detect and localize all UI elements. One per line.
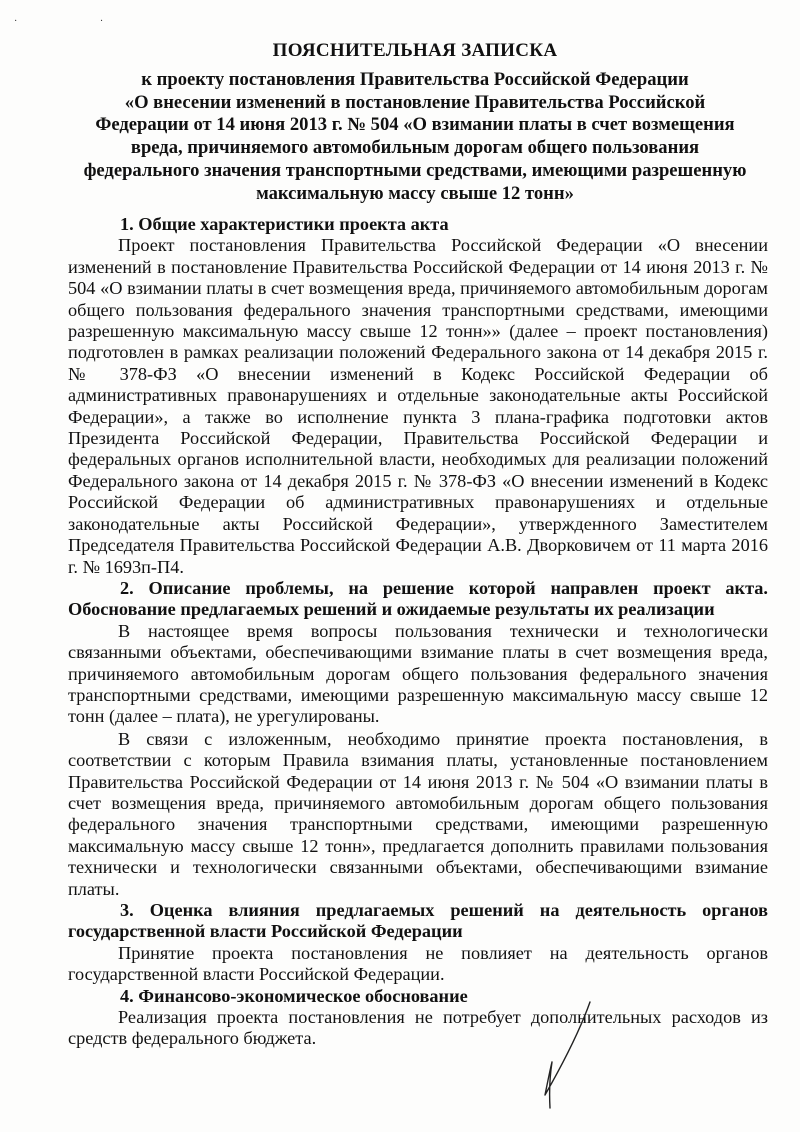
document-header [60,40,770,206]
subtitle-line: федерального значения транспортными средствами, имеющими разрешенную [83,159,747,181]
handwritten-signature [520,1000,610,1110]
subtitle-line: максимальную массу свыше 12 тонн» [256,182,574,204]
section-4-heading: 4. Финансово-экономическое обоснование [120,985,468,1006]
section-1-heading: 1. Общие характеристики проекта акта [120,214,449,234]
section-1-paragraph: Проект постановления Правительства Российской Федерации «О внесении изменений в постановление Правительства Российской Федерации от 14 июня 2013 г. № 504 «О взимании платы в счет возмещения вреда, причиняемого автомобильным дорогам общего пользования федерального значения транспортными средствами, имеющими разрешенную максимальную массу свыше 12 тонн»» (далее – проект постановления) подготовлен в рамках реализации положений Федерального закона от 14 декабря 2015 г. № 378-ФЗ «О внесении изменений в Кодекс Российской Федерации об административных правонарушениях и отдельные законодательные акты Российской Федерации», а также во исполнение пункта 3 плана-графика подготовки актов Президента Российской Федерации, Правительства Российской Федерации и федеральных органов исполнительной власти, необходимых для реализации положений Федерального закона от 14 декабря 2015 г. № 378-ФЗ «О внесении изменений в Кодекс Российской Федерации об административных правонарушениях и отдельные законодательные акты Российской Федерации», утвержденного Заместителем Председателя Правительства Российской Федерации А.В. Дворковичем от 11 марта 2016 г. № 1693п-П4. [68,235,768,577]
subtitle-line: вреда, причиняемого автомобильным дорогам общего пользования [130,137,700,159]
scan-marks: · · [14,16,144,27]
section-3-heading: 3. Оценка влияния предлагаемых решений на деятельность органов государственной власти Российской Федерации [68,900,768,942]
section-2-paragraph-1: В настоящее время вопросы пользования технически и технологически связанными объектами, обеспечивающими взимание платы в счет возмещения вреда, причиняемого автомобильным дорогам общего пользования федерального значения транспортными средствами, имеющими разрешенную максимальную массу свыше 12 тонн (далее – плата), не урегулированы. [68,620,768,727]
section-4-paragraph: Реализация проекта постановления не потребует дополнительных расходов из средств федерального бюджета. [68,1007,768,1049]
document-title: ПОЯСНИТЕЛЬНАЯ ЗАПИСКА [272,40,558,61]
subtitle-line: к проекту постановления Правительства Российской Федерации [141,68,689,90]
section-2-paragraph-2: В связи с изложенным, необходимо принятие проекта постановления, в соответствии с которым Правила взимания платы, установленные постановлением Правительства Российской Федерации от 14 июня 2013 г. № 504 «О взимании платы в счет возмещения вреда, причиняемого автомобильным дорогам общего пользования федерального значения транспортными средствами, имеющими разрешенную максимальную массу свыше 12 тонн», предлагается дополнить правилами пользования технически и технологически связанными объектами, обеспечивающими взимание платы. [68,728,768,899]
document-body [68,214,768,1050]
section-2-heading: 2. Описание проблемы, на решение которой направлен проект акта. Обоснование предлагаемых решений и ожидаемые результаты их реализации [68,577,768,620]
section-3-paragraph: Принятие проекта постановления не повлияет на деятельность органов государственной власти Российской Федерации. [68,942,768,985]
subtitle-line: «О внесении изменений в постановление Правительства Российской [124,91,706,113]
subtitle-line: Федерации от 14 июня 2013 г. № 504 «О взимании платы в счет возмещения [95,114,735,136]
